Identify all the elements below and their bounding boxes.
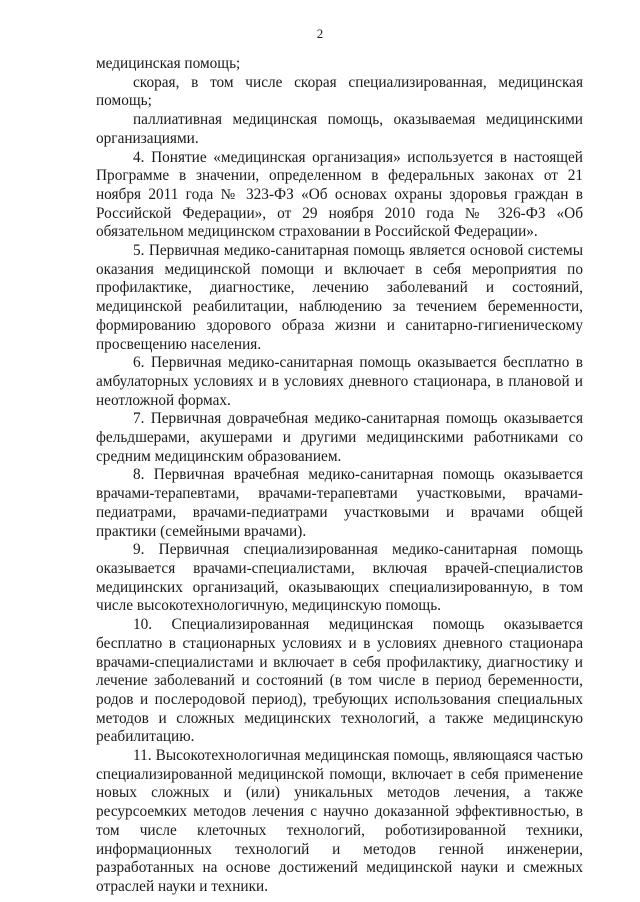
paragraph-item-10: 10. Специализированная медицинская помощь оказывается бесплатно в стационарных условиях и в условиях дневного стационара врачами-специалистами и включает в себя профилактику, диагностику и лечение заболеваний и состояний (в том числе в период беременности, родов и послеродовой период), требующих использования специальных методов и сложных медицинских технологий, а также медицинскую реабилитацию. [96,616,583,746]
paragraph-item-11: 11. Высокотехнологичная медицинская помощь, являющаяся частью специализированной медицинской помощи, включает в себя применение новых сложных и (или) уникальных методов лечения, а также ресурсоемких методов лечения с научно доказанной эффективностью, в том числе клеточных технологий, роботизированной техники, информационных технологий и методов генной инженерии, разработанных на основе достижений медицинской науки и смежных отраслей науки и техники. [96,747,583,895]
body-text [96,55,583,897]
paragraph-emergency-care: скорая, в том числе скорая специализированная, медицинская помощь; [96,73,583,110]
paragraph-item-8: 8. Первичная врачебная медико-санитарная помощь оказывается врачами-терапевтами, врачами-терапевтами участковыми, врачами-педиатрами, врачами-педиатрами участковыми и врачами общей практики (семейными врачами). [96,466,583,540]
paragraph-item-6: 6. Первичная медико-санитарная помощь оказывается бесплатно в амбулаторных условиях и в условиях дневного стационара, в плановой и неотложной формах. [96,354,583,409]
paragraph-item-9: 9. Первичная специализированная медико-санитарная помощь оказывается врачами-специалистами, включая врачей-специалистов медицинских организаций, оказывающих специализированную, в том числе высокотехнологичную, медицинскую помощь. [96,541,583,615]
paragraph-item-7: 7. Первичная доврачебная медико-санитарная помощь оказывается фельдшерами, акушерами и другими медицинскими работниками со средним медицинским образованием. [96,410,583,465]
paragraph-item-4: 4. Понятие «медицинская организация» используется в настоящей Программе в значении, определенном в федеральных законах от 21 ноября 2011 года № 323-ФЗ «Об основах охраны здоровья граждан в Российской Федерации», от 29 ноября 2010 года № 326-ФЗ «Об обязательном медицинском страховании в Российской Федерации». [96,148,583,241]
paragraph-palliative-care: паллиативная медицинская помощь, оказываемая медицинскими организациями. [96,111,583,147]
page-number: 2 [316,26,324,41]
paragraph-item-5: 5. Первичная медико-санитарная помощь является основой системы оказания медицинской помощи и включает в себя мероприятия по профилактике, диагностике, лечению заболеваний и состояний, медицинской реабилитации, наблюдению за течением беременности, формированию здорового образа жизни и санитарно-гигиеническому просвещению населения. [96,242,583,353]
paragraph-continuation: медицинская помощь; [96,55,241,72]
